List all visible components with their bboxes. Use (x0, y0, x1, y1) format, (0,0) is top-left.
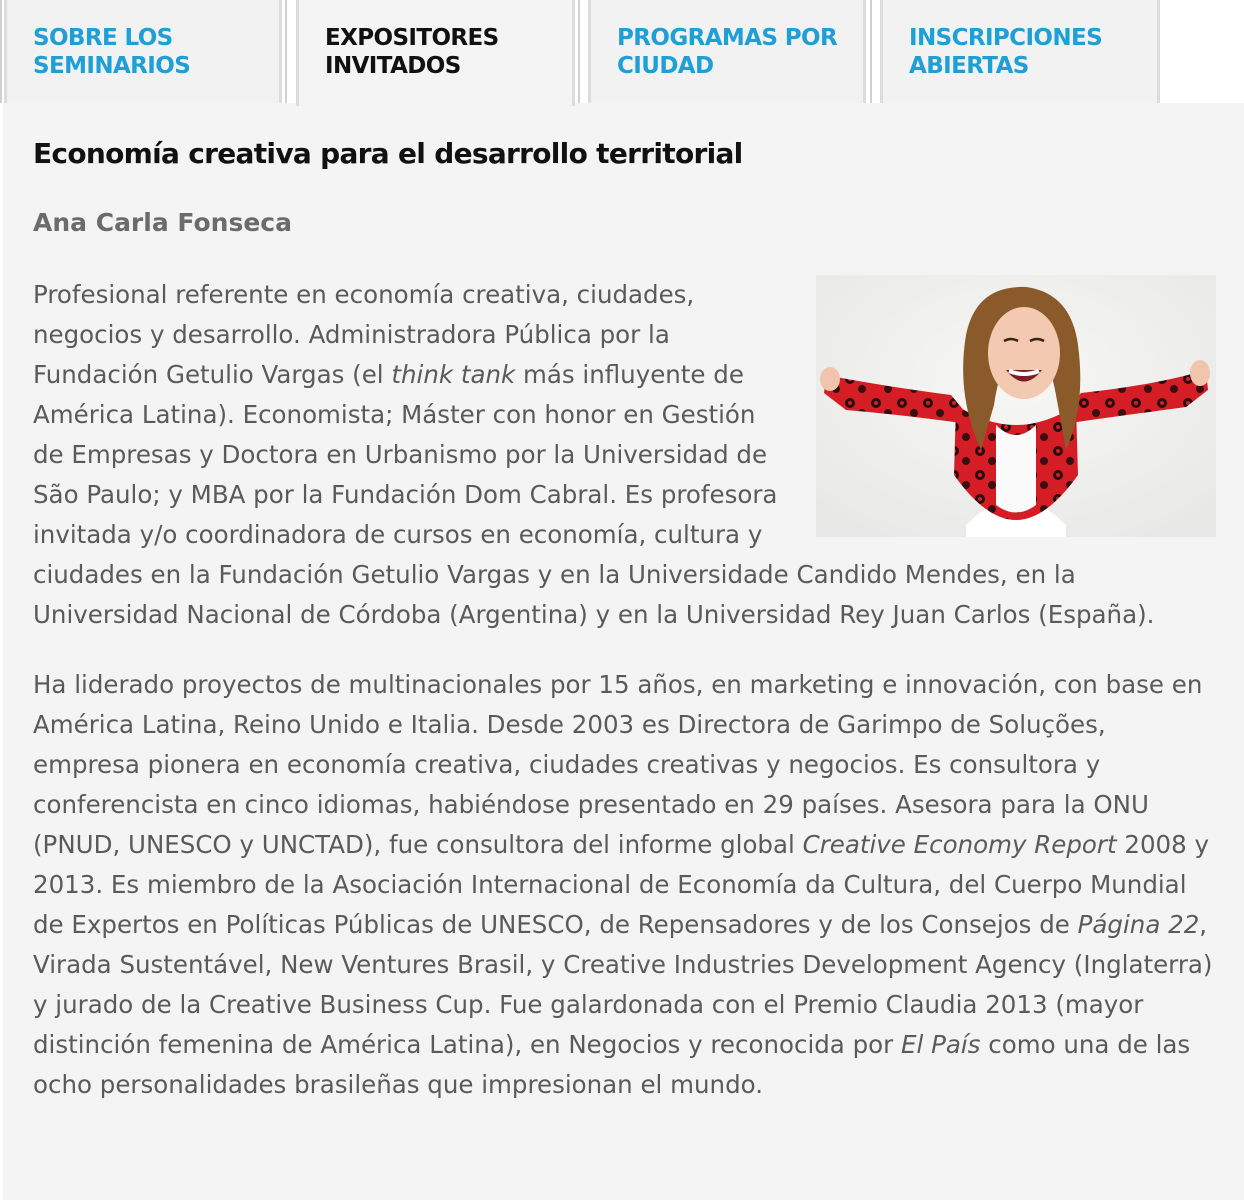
content-panel (3, 103, 1244, 1200)
tab-bar (0, 0, 1244, 104)
speaker-name: Ana Carla Fonseca (33, 208, 292, 237)
tab-programas-por-ciudad[interactable] (588, 0, 866, 103)
tab-divider (578, 0, 580, 103)
bio-text-italic: Página 22 (1077, 910, 1200, 939)
bio-text-italic: think tank (391, 360, 516, 389)
bio-text-italic: Creative Economy Report (802, 830, 1117, 859)
bio-text: 2008 y 2013. Es miembro de la Asociación Internacional de Economía da Cultura, del Cuerpo Mundial de Expertos en Políticas Públicas de UNESCO, de Repensadores y de los Consejos de (33, 830, 1210, 939)
speaker-photo (816, 275, 1216, 537)
page-title: Economía creativa para el desarrollo territorial (33, 137, 743, 170)
speaker-bio (33, 275, 1218, 1105)
tab-divider (0, 0, 2, 103)
tab-label: EXPOSITORES INVITADOS (325, 25, 499, 79)
bio-text: , Virada Sustentável, New Ventures Brasil, y Creative Industries Development Agency (Inglaterra) y jurado de la Creative Business Cup. Fue galardonada con el Premio Claudia 2013 (mayor distinción femenina de América Latina), en Negocios y reconocida por (33, 910, 1213, 1059)
tab-sobre-los-seminarios[interactable] (4, 0, 282, 103)
bio-text: Profesional referente en economía creativa, ciudades, negocios y desarrollo. Administradora Pública por la Fundación Getulio Vargas (el (33, 280, 695, 389)
bio-text: Ha liderado proyectos de multinacionales por 15 años, en marketing e innovación, con base en América Latina, Reino Unido e Italia. Desde 2003 es Directora de Garimpo de Soluções, empresa pionera en economía creativa, ciudades creativas y negocios. Es consultora y conferencista en cinco idiomas, habiéndose presentado en 29 países. Asesora para la ONU (PNUD, UNESCO y UNCTAD), fue consultora del informe global (33, 670, 1203, 859)
bio-text: más influyente de América Latina). Economista; Máster con honor en Gestión de Empresas y Doctora en Urbanismo por la Universidad de São Paulo; y MBA por la Fundación Dom Cabral. Es profesora invitada y/o coordinadora de cursos en economía, cultura y ciudades en la Fundación Getulio Vargas y en la Universidade Candido Mendes, en la Universidad Nacional de Córdoba (Argentina) y en la Universidad Rey Juan Carlos (España). (33, 360, 1155, 629)
tab-divider (285, 0, 287, 103)
tab-inscripciones-abiertas[interactable] (880, 0, 1160, 103)
tab-divider (870, 0, 872, 103)
bio-text-italic: El País (901, 1030, 981, 1059)
tab-label: PROGRAMAS POR CIUDAD (617, 25, 838, 79)
tab-expositores-invitados[interactable] (296, 0, 575, 106)
bio-text: como una de las ocho personalidades brasileñas que impresionan el mundo. (33, 1030, 1191, 1099)
bio-paragraph (33, 665, 1218, 1105)
tab-label: SOBRE LOS SEMINARIOS (33, 25, 191, 79)
tab-label: INSCRIPCIONES ABIERTAS (909, 25, 1103, 79)
